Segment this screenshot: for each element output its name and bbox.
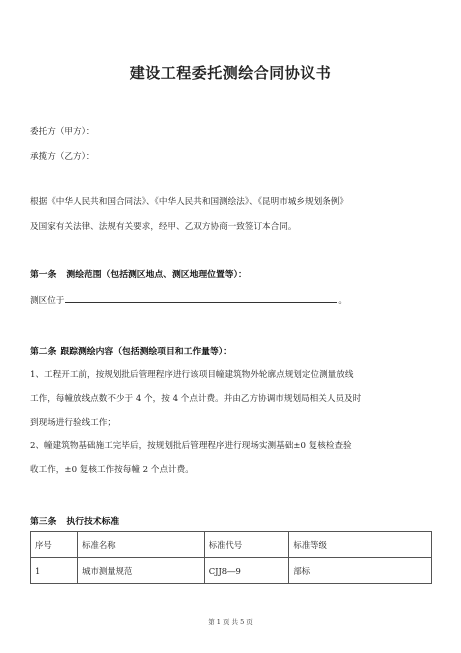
table-cell: 部标 xyxy=(289,558,432,584)
table-row xyxy=(31,558,432,584)
document-title: 建设工程委托测绘合同协议书 xyxy=(129,64,332,82)
table-header-cell: 标准名称 xyxy=(78,532,205,558)
table-header-cell: 序号 xyxy=(31,532,78,558)
standards-table xyxy=(30,531,432,584)
article-2-item-1-line-2: 工作，每幢放线点数不少于 4 个，按 4 个点计费。并由乙方协调市规划局相关人员及时 xyxy=(30,394,362,404)
article-2-item-1-line-1: 1、工程开工前，按规划批后管理程序进行该项目幢建筑物外轮廓点规划定位测量放线 xyxy=(30,370,354,380)
page-footer: 第 1 页 共 5 页 xyxy=(208,618,253,626)
survey-location-blank[interactable] xyxy=(65,293,337,303)
table-header-cell: 标准等级 xyxy=(289,532,432,558)
table-cell: 1 xyxy=(31,558,78,584)
party-a-label: 委托方（甲方）： xyxy=(30,127,95,137)
table-cell: CJJ8―9 xyxy=(204,558,289,584)
article-2-item-1-line-3: 到现场进行验线工作； xyxy=(30,418,116,428)
survey-location-end: 。 xyxy=(338,296,347,306)
preamble-line-1: 根据《中华人民共和国合同法》、《中华人民共和国测绘法》、《昆明市城乡规划条例》 xyxy=(30,197,348,207)
article-2-title: 跟踪测绘内容（包括测绘项目和工作量等）： xyxy=(60,347,232,357)
article-1-heading xyxy=(30,267,247,280)
article-3-heading xyxy=(30,514,119,527)
table-header-cell: 标准代号 xyxy=(204,532,289,558)
article-1-title: 测绘范围（包括测区地点、测区地理位置等）： xyxy=(66,270,247,280)
article-1-number: 第一条 xyxy=(30,270,57,280)
table-header-row xyxy=(31,532,432,558)
party-b-label: 承揽方（乙方）： xyxy=(30,152,95,162)
survey-location-line xyxy=(30,293,347,306)
article-2-item-2-line-2: 收工作，±0 复核工作按每幢 2 个点计费。 xyxy=(30,465,194,475)
article-3-number: 第三条 xyxy=(30,517,57,527)
survey-location-label: 测区位于 xyxy=(30,296,65,306)
article-2-item-2-line-1: 2、幢建筑物基础施工完毕后，按规划批后管理程序进行现场实测基础±0 复核检查验 xyxy=(30,441,352,451)
preamble-line-2: 及国家有关法律、法规有关要求，经甲、乙双方协商一致签订本合同。 xyxy=(30,222,297,232)
article-2-heading xyxy=(30,344,232,357)
table-cell: 城市测量规范 xyxy=(78,558,205,584)
article-2-number: 第二条 xyxy=(30,347,57,357)
article-3-title: 执行技术标准 xyxy=(66,517,120,527)
